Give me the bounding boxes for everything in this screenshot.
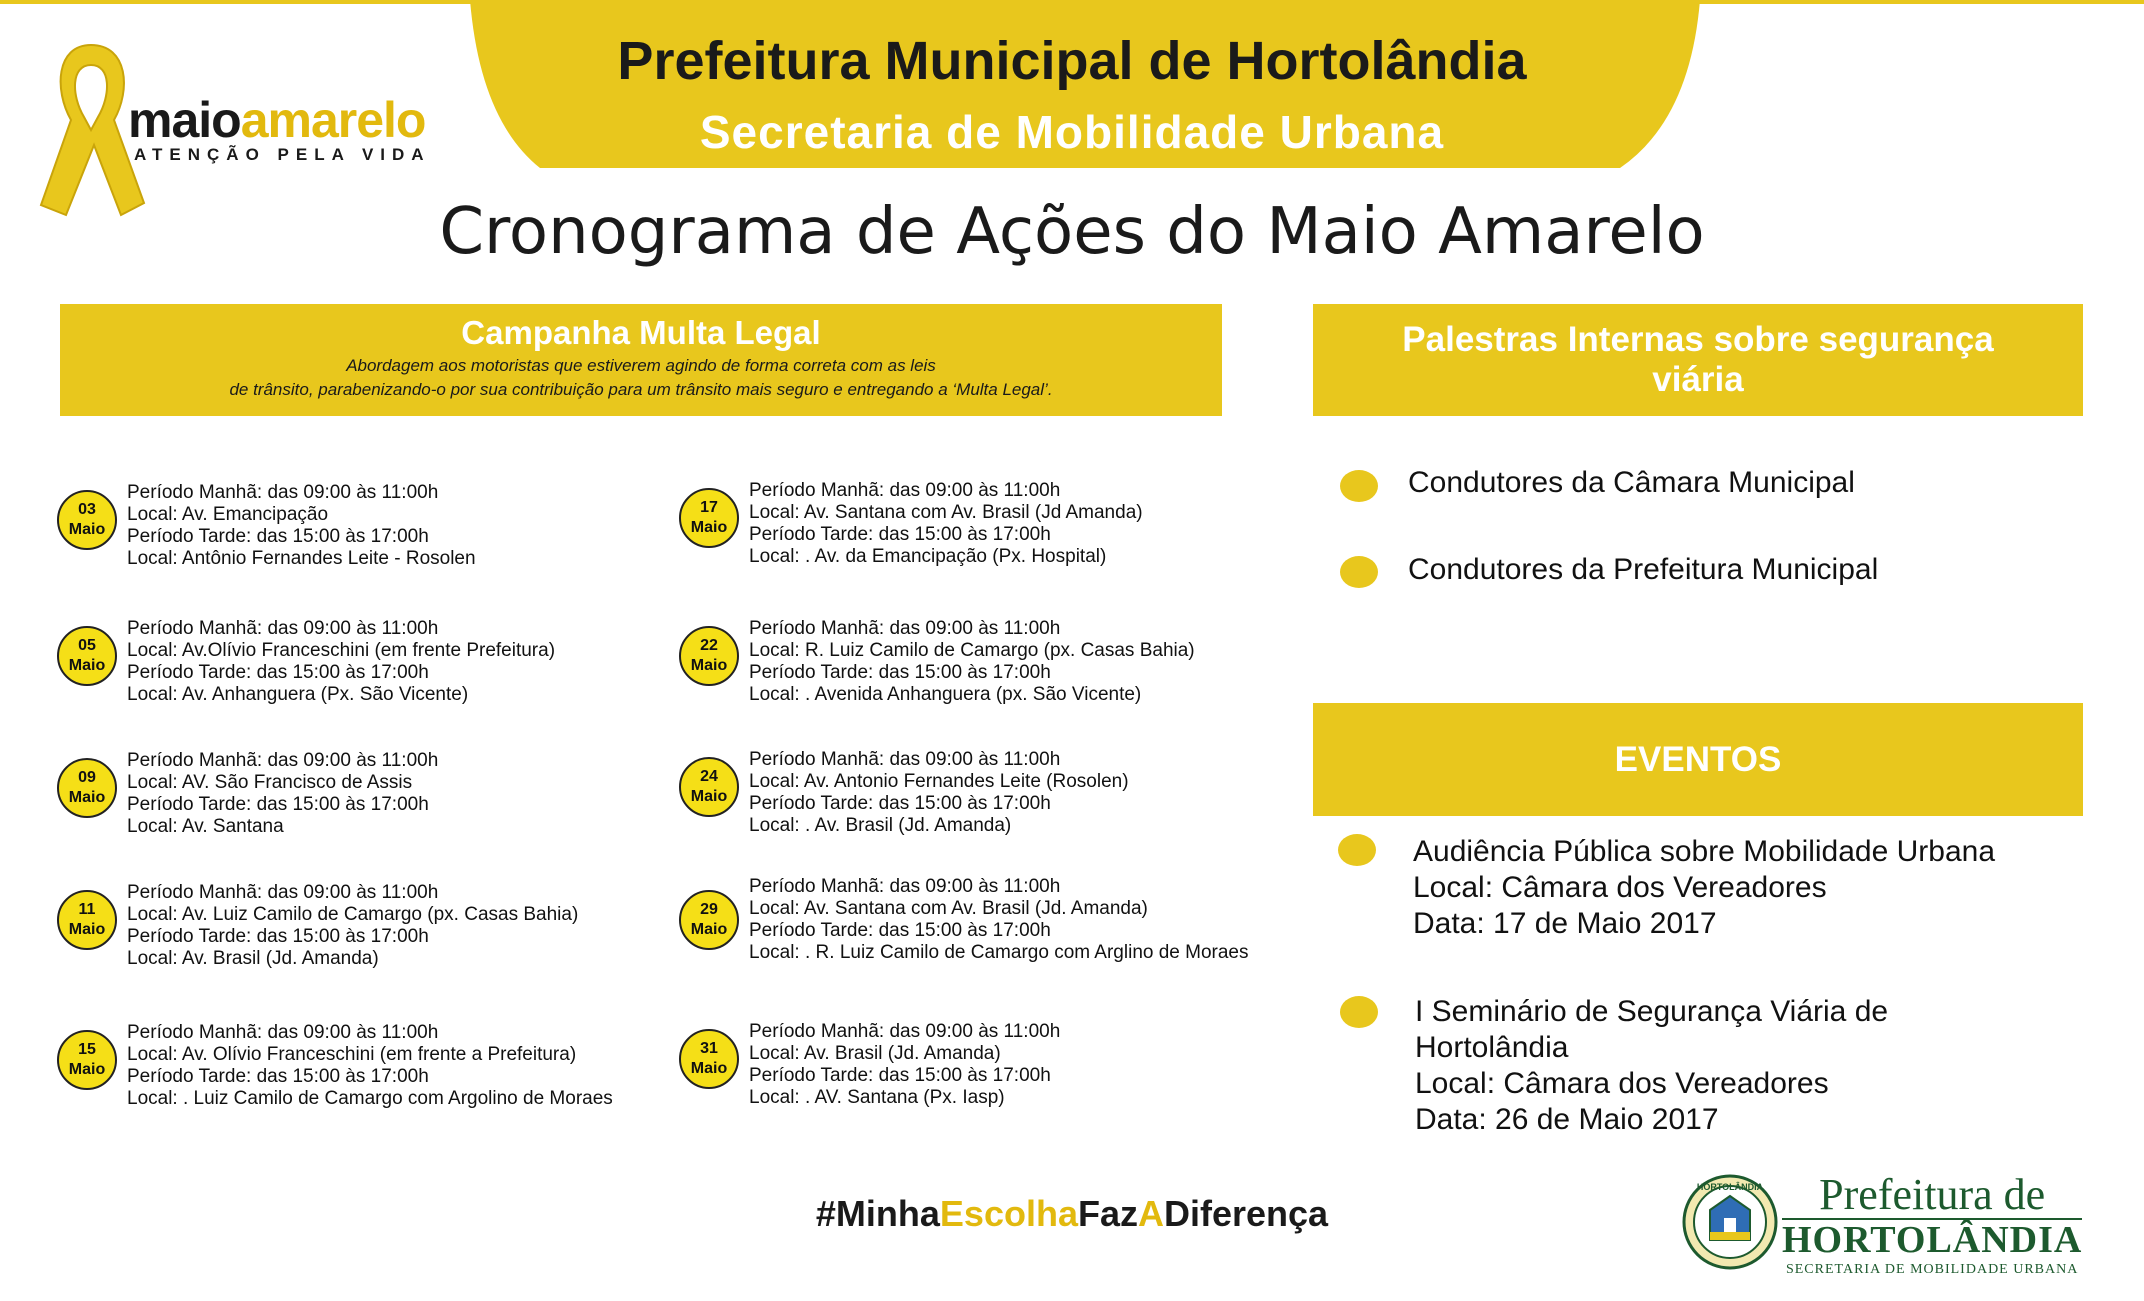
palestras-item: Condutores da Câmara Municipal bbox=[1408, 466, 1855, 499]
badge-month: Maio bbox=[68, 521, 106, 538]
badge-day: 22 bbox=[700, 637, 718, 654]
logo-word-maio: maio bbox=[128, 92, 241, 148]
bullet-icon bbox=[1340, 996, 1378, 1028]
event-line: I Seminário de Segurança Viária de bbox=[1415, 995, 1889, 1028]
footer-line3: SECRETARIA DE MOBILIDADE URBANA bbox=[1785, 1262, 2079, 1277]
schedule-entry bbox=[57, 750, 677, 846]
badge-month: Maio bbox=[68, 921, 106, 938]
entry-line: Período Manhã: das 09:00 às 11:00h bbox=[749, 618, 1061, 639]
banner-title: Prefeitura Municipal de Hortolândia bbox=[617, 31, 1527, 91]
municipal-seal-icon bbox=[1682, 1174, 1778, 1270]
date-badge bbox=[57, 626, 117, 686]
entry-line: Período Manhã: das 09:00 às 11:00h bbox=[749, 876, 1061, 897]
badge-day: 09 bbox=[78, 769, 96, 786]
schedule-entry bbox=[57, 618, 677, 714]
logo-tagline: ATENÇÃO PELA VIDA bbox=[134, 145, 431, 164]
entry-line: Período Tarde: das 15:00 às 17:00h bbox=[127, 662, 429, 683]
event-line: Data: 17 de Maio 2017 bbox=[1413, 907, 1717, 940]
entry-line: Local: AV. São Francisco de Assis bbox=[127, 772, 413, 793]
campaign-description bbox=[60, 354, 1222, 402]
badge-day: 24 bbox=[700, 768, 718, 785]
badge-day: 11 bbox=[78, 901, 96, 918]
entry-line: Período Manhã: das 09:00 às 11:00h bbox=[749, 480, 1061, 501]
entry-line: Período Tarde: das 15:00 às 17:00h bbox=[749, 662, 1051, 683]
campaign-title: Campanha Multa Legal bbox=[461, 314, 821, 351]
badge-month: Maio bbox=[690, 788, 728, 805]
badge-day: 03 bbox=[78, 501, 96, 518]
entry-line: Local: . Luiz Camilo de Camargo com Argolino de Moraes bbox=[127, 1088, 613, 1109]
eventos-header: EVENTOS bbox=[1313, 703, 2083, 816]
entry-line: Local: R. Luiz Camilo de Camargo (px. Casas Bahia) bbox=[749, 640, 1195, 661]
entry-details bbox=[127, 482, 476, 570]
date-badge bbox=[679, 757, 739, 817]
footer-line1: Prefeitura de bbox=[1819, 1170, 2046, 1219]
entry-line: Período Manhã: das 09:00 às 11:00h bbox=[749, 749, 1061, 770]
event-line: Local: Câmara dos Vereadores bbox=[1415, 1067, 1829, 1100]
entry-details bbox=[749, 618, 1195, 706]
schedule-entry bbox=[679, 876, 1319, 972]
date-badge bbox=[679, 890, 739, 950]
badge-day: 17 bbox=[700, 499, 718, 516]
entry-line: Local: Av. Santana com Av. Brasil (Jd Amanda) bbox=[749, 502, 1143, 523]
bullet-icon bbox=[1340, 470, 1378, 502]
badge-month: Maio bbox=[690, 519, 728, 536]
badge-day: 15 bbox=[78, 1041, 96, 1058]
entry-details bbox=[749, 749, 1129, 837]
date-badge bbox=[57, 490, 117, 550]
date-badge bbox=[679, 1029, 739, 1089]
seal-text: HORTOLÂNDIA bbox=[1696, 1182, 1764, 1192]
entry-line: Local: . Av. da Emancipação (Px. Hospital) bbox=[749, 546, 1107, 567]
page-title: Cronograma de Ações do Maio Amarelo bbox=[439, 195, 1705, 269]
entry-line: Período Tarde: das 15:00 às 17:00h bbox=[749, 920, 1051, 941]
entry-details bbox=[749, 1021, 1060, 1109]
entry-details bbox=[749, 480, 1143, 568]
entry-details bbox=[127, 882, 578, 970]
schedule-entry bbox=[57, 1022, 677, 1118]
entry-line: Período Manhã: das 09:00 às 11:00h bbox=[127, 1022, 439, 1043]
palestras-item: Condutores da Prefeitura Municipal bbox=[1408, 553, 1879, 586]
entry-line: Local: . R. Luiz Camilo de Camargo com Arglino de Moraes bbox=[749, 942, 1249, 963]
entry-line: Período Tarde: das 15:00 às 17:00h bbox=[127, 926, 429, 947]
badge-month: Maio bbox=[68, 1061, 106, 1078]
prefeitura-footer-logo bbox=[1782, 1172, 2082, 1278]
hashtag-part-highlight: Escolha bbox=[939, 1193, 1078, 1234]
entry-line: Local: Av.Olívio Franceschini (em frente Prefeitura) bbox=[127, 640, 556, 661]
event-item bbox=[1415, 994, 1888, 1138]
badge-day: 29 bbox=[700, 901, 718, 918]
entry-line: Local: Av. Brasil (Jd. Amanda) bbox=[749, 1043, 1001, 1064]
hashtag-part: Faz bbox=[1077, 1193, 1138, 1234]
event-line: Hortolândia bbox=[1415, 1031, 1569, 1064]
badge-month: Maio bbox=[68, 789, 106, 806]
schedule-entry bbox=[679, 480, 1299, 576]
entry-details bbox=[127, 1022, 613, 1110]
entry-line: Local: Av. Brasil (Jd. Amanda) bbox=[127, 948, 379, 969]
date-badge bbox=[57, 890, 117, 950]
badge-day: 31 bbox=[700, 1040, 718, 1057]
entry-line: Local: Av. Santana com Av. Brasil (Jd. Amanda) bbox=[749, 898, 1148, 919]
entry-line: Local: . Avenida Anhanguera (px. São Vicente) bbox=[749, 684, 1142, 705]
entry-line: Período Tarde: das 15:00 às 17:00h bbox=[749, 1065, 1051, 1086]
schedule-entry bbox=[57, 482, 677, 578]
hashtag-part: #Minha bbox=[815, 1193, 940, 1234]
entry-line: Local: Av. Olívio Franceschini (em frente a Prefeitura) bbox=[127, 1044, 577, 1065]
badge-month: Maio bbox=[68, 657, 106, 674]
date-badge bbox=[679, 488, 739, 548]
entry-line: Período Tarde: das 15:00 às 17:00h bbox=[127, 1066, 429, 1087]
date-badge bbox=[57, 758, 117, 818]
badge-month: Maio bbox=[690, 1060, 728, 1077]
entry-details bbox=[749, 876, 1249, 964]
campaign-desc-line: Abordagem aos motoristas que estiverem agindo de forma correta com as leis bbox=[346, 356, 936, 375]
event-line: Data: 26 de Maio 2017 bbox=[1415, 1103, 1719, 1136]
entry-line: Local: Av. Luiz Camilo de Camargo (px. Casas Bahia) bbox=[127, 904, 579, 925]
palestras-header bbox=[1313, 304, 2083, 416]
entry-line: Período Tarde: das 15:00 às 17:00h bbox=[749, 793, 1051, 814]
bullet-icon bbox=[1340, 556, 1378, 588]
schedule-entry bbox=[57, 882, 677, 978]
entry-line: Local: . AV. Santana (Px. Iasp) bbox=[749, 1087, 1005, 1108]
entry-line: Período Tarde: das 15:00 às 17:00h bbox=[127, 526, 429, 547]
entry-line: Período Manhã: das 09:00 às 11:00h bbox=[749, 1021, 1061, 1042]
entry-line: Local: Av. Anhanguera (Px. São Vicente) bbox=[127, 684, 469, 705]
entry-line: Período Manhã: das 09:00 às 11:00h bbox=[127, 882, 439, 903]
schedule-entry bbox=[679, 1021, 1299, 1117]
entry-details bbox=[127, 750, 438, 838]
palestras-title-line: Palestras Internas sobre segurança bbox=[1402, 320, 1994, 359]
hashtag-part: Diferença bbox=[1164, 1193, 1329, 1234]
bullet-icon bbox=[1338, 834, 1376, 866]
entry-line: Período Manhã: das 09:00 às 11:00h bbox=[127, 618, 439, 639]
campaign-box bbox=[60, 304, 1222, 416]
schedule-entry bbox=[679, 618, 1299, 714]
event-item bbox=[1413, 834, 1995, 942]
badge-month: Maio bbox=[690, 657, 728, 674]
entry-line: Local: . Av. Brasil (Jd. Amanda) bbox=[749, 815, 1012, 836]
entry-line: Período Manhã: das 09:00 às 11:00h bbox=[127, 750, 439, 771]
event-line: Audiência Pública sobre Mobilidade Urbana bbox=[1413, 835, 1996, 868]
palestras-title-line: viária bbox=[1652, 360, 1744, 399]
date-badge bbox=[679, 626, 739, 686]
entry-line: Local: Antônio Fernandes Leite - Rosolen bbox=[127, 548, 476, 569]
entry-line: Período Manhã: das 09:00 às 11:00h bbox=[127, 482, 439, 503]
entry-line: Período Tarde: das 15:00 às 17:00h bbox=[127, 794, 429, 815]
entry-line: Local: Av. Santana bbox=[127, 816, 284, 837]
event-line: Local: Câmara dos Vereadores bbox=[1413, 871, 1827, 904]
schedule-entry bbox=[679, 749, 1299, 845]
campaign-desc-line: de trânsito, parabenizando-o por sua contribuição para um trânsito mais seguro e entregando a ‘Multa Legal’. bbox=[229, 380, 1053, 399]
hashtag-part-highlight: A bbox=[1138, 1193, 1164, 1234]
footer-line2: HORTOLÂNDIA bbox=[1782, 1219, 2083, 1261]
badge-month: Maio bbox=[690, 921, 728, 938]
maio-amarelo-logo bbox=[128, 92, 431, 165]
badge-day: 05 bbox=[78, 637, 96, 654]
entry-line: Local: Av. Antonio Fernandes Leite (Rosolen) bbox=[749, 771, 1129, 792]
entry-details bbox=[127, 618, 555, 706]
banner-subtitle: Secretaria de Mobilidade Urbana bbox=[699, 106, 1445, 158]
entry-line: Local: Av. Emancipação bbox=[127, 504, 329, 525]
entry-line: Período Tarde: das 15:00 às 17:00h bbox=[749, 524, 1051, 545]
date-badge bbox=[57, 1030, 117, 1090]
logo-word-amarelo: amarelo bbox=[240, 92, 426, 148]
